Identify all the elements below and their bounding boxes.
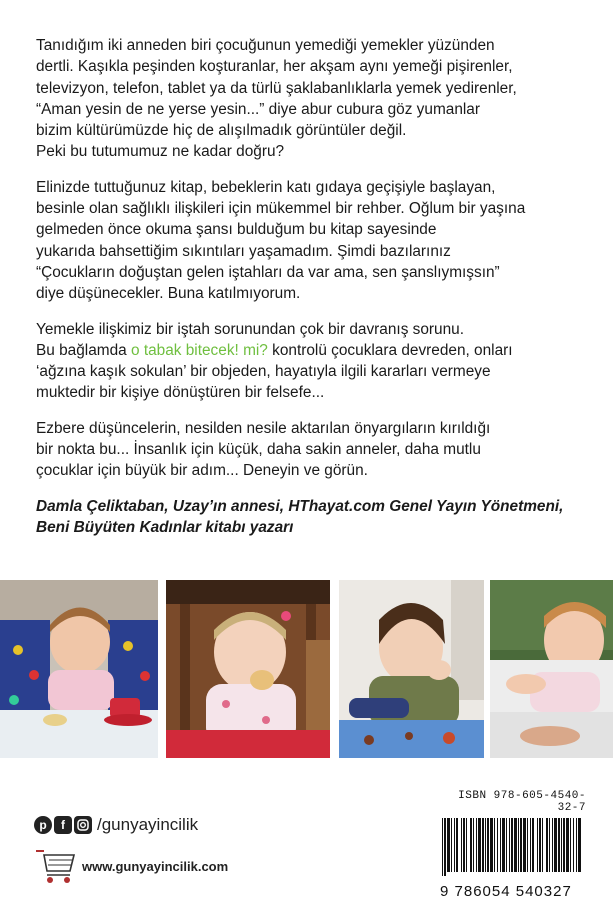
facebook-icon[interactable]: f: [54, 816, 72, 834]
paragraph-3: [36, 319, 581, 404]
publisher-info: [34, 812, 228, 885]
paragraph-2: Elinizde tuttuğunuz kitap, bebeklerin katı gıdaya geçişiyle başlayan, besinle olan sağlıklı ilişkileri için mükemmel bir rehber. Oğlum bir yaşına gelmeden önce okuma şansı bulduğum bu kitap sayesinde yukarıda bahsettiğim sıkıntıları yaşamadım. Şimdi bazılarınız “Çocukların doğuştan gelen iştahları da var ama, sen şanslıymışsın” diye düşünecekler. Buna katılmıyorum.: [36, 178, 526, 303]
paragraph-4: Ezbere düşüncelerin, nesilden nesile aktarılan önyargıların kırıldığı bir nokta bu... İnsanlık için küçük, daha sakin anneler, daha mutlu çocuklar için büyük bir adım... Deneyin ve görün.: [36, 419, 491, 480]
photo-baby-2: [166, 580, 330, 758]
photo-baby-1: [0, 580, 158, 758]
shopping-cart-icon: [34, 847, 78, 885]
social-handle[interactable]: /gunyayincilik: [97, 815, 199, 834]
barcode-bars: [440, 818, 586, 876]
website-row: [34, 847, 228, 885]
paragraph-3-line-1: Yemekle ilişkimiz bir iştah sorunundan çok bir davranış sorunu.: [36, 320, 465, 338]
paragraph-1: Tanıdığım iki anneden biri çocuğunun yemediği yemekler yüzünden dertli. Kaşıkla peşinden koşturanlar, her akşam aynı yemeği pişirenler, televizyon, telefon, tablet ya da türlü şaklabanlıklarla yemek yedirenler, “Aman yesin de ne yerse yesin...” diye abur cubura göz yumanlar bizim kültürümüzde hiç de alışılmadık görüntüler değil. Peki bu tutumumuz ne kadar doğru?: [36, 37, 517, 161]
back-cover-text: [36, 35, 581, 538]
photo-baby-3: [339, 580, 484, 758]
barcode-number: 9 786054 540327: [440, 883, 572, 900]
pinterest-icon[interactable]: p: [34, 816, 52, 834]
barcode: [440, 790, 586, 900]
paragraph-3-before: Bu bağlamda: [36, 341, 131, 359]
website-link[interactable]: www.gunyayincilik.com: [82, 858, 229, 874]
photo-baby-4: [490, 580, 613, 758]
paragraph-3-after: kontrolü çocuklara devreden, onları: [267, 341, 513, 359]
isbn-label: ISBN 978-605-4540-32-7: [458, 790, 586, 814]
social-row: [34, 812, 228, 838]
author-signature: Damla Çeliktaban, Uzay’ın annesi, HThayat.com Genel Yayın Yönetmeni, Beni Büyüten Kadınlar kitabı yazarı: [36, 497, 564, 536]
photo-strip: [0, 580, 613, 758]
paragraph-3-rest: ‘ağzına kaşık sokulan’ bir objeden, hayatıyla ilgili kararları vermeye muktedir bir kişiye dönüştüren bir felsefe...: [36, 363, 491, 402]
book-title-highlight: o tabak bitecek! mi?: [130, 341, 268, 359]
instagram-icon[interactable]: [74, 816, 92, 834]
